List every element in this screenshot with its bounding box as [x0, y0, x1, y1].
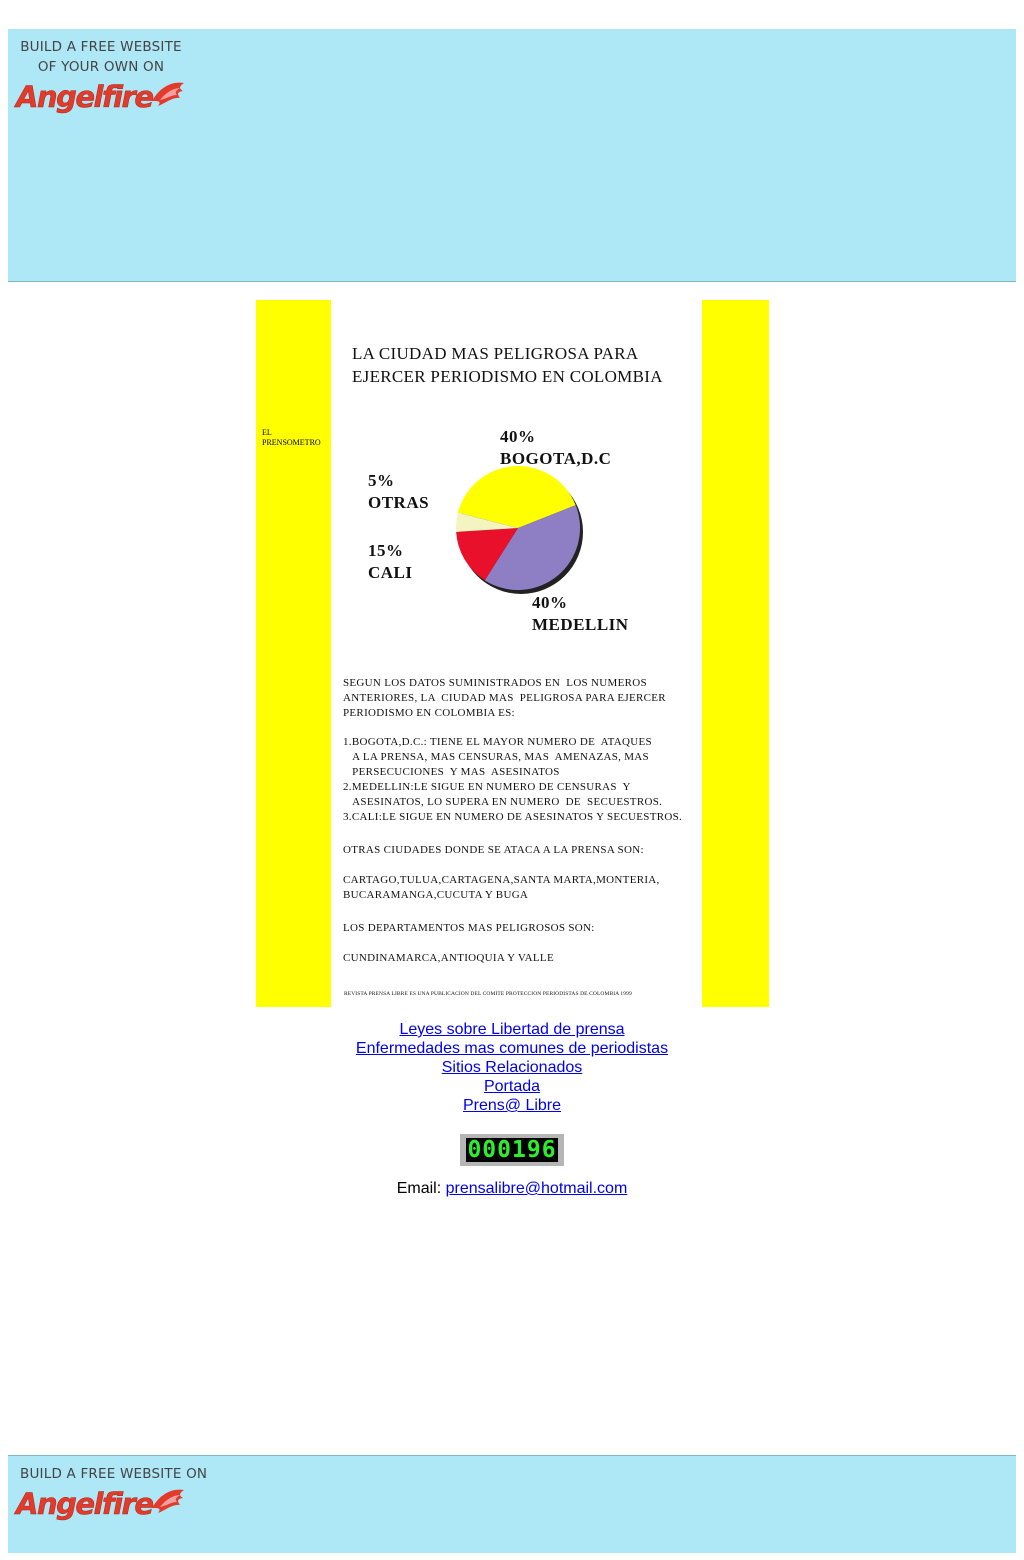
poster-other-cities-list: CARTAGO,TULUA,CARTAGENA,SANTA MARTA,MONTERIA, BUCARAMANGA,CUCUTA Y BUGA	[343, 874, 660, 901]
link-portada[interactable]: Portada	[483, 1078, 541, 1095]
pie-label-otras-name: OTRAS	[368, 493, 430, 512]
poster-title-line2: EJERCER PERIODISMO EN COLOMBIA	[352, 367, 663, 386]
poster-departments-list: CUNDINAMARCA,ANTIOQUIA Y VALLE	[343, 952, 554, 964]
link-sitios-relacionados[interactable]: Sitios Relacionados	[441, 1059, 583, 1076]
angelfire-ad-link[interactable]	[16, 37, 186, 114]
poster-other-cities-heading: OTRAS CIUDADES DONDE SE ATACA A LA PRENSA SON:	[343, 844, 644, 856]
poster-title	[352, 342, 752, 388]
pie-label-cali-name: CALI	[368, 563, 413, 582]
angelfire-wordmark-bottom: Angelfire	[16, 1486, 153, 1521]
angelfire-wordmark: Angelfire	[16, 79, 153, 114]
pie-label-bogota-name: BOGOTA,D.C	[500, 449, 612, 468]
top-ad-banner	[8, 29, 1016, 282]
poster-intro: SEGUN LOS DATOS SUMINISTRADOS EN LOS NUMEROS ANTERIORES, LA CIUDAD MAS PELIGROSA PARA EJERCER PERIODISMO EN COLOMBIA ES:	[343, 677, 666, 719]
pie-label-medellin	[532, 592, 629, 636]
nav-links	[0, 1020, 1024, 1115]
email-label: Email:	[396, 1180, 442, 1197]
flame-icon	[150, 79, 186, 114]
pie-label-otras	[368, 470, 429, 514]
poster-credit: REVISTA PRENSA LIBRE ES UNA PUBLICACION DEL COMITE PROTECCION PERIODISTAS DE COLOMBIA 1999	[344, 991, 632, 997]
email-link[interactable]: prensalibre@hotmail.com	[445, 1180, 628, 1197]
pie-label-otras-value: 5%	[368, 471, 395, 490]
pie-label-medellin-name: MEDELLIN	[532, 615, 629, 634]
pie-chart	[356, 420, 716, 640]
flame-icon	[150, 1486, 186, 1521]
prensometro-poster	[256, 300, 769, 1007]
hit-counter-digits: 000196	[467, 1137, 557, 1163]
poster-body-text	[343, 676, 763, 966]
poster-departments-heading: LOS DEPARTAMENTOS MAS PELIGROSOS SON:	[343, 922, 595, 934]
pie-label-bogota	[500, 426, 611, 470]
angelfire-ad-link-bottom[interactable]	[16, 1464, 207, 1521]
hit-counter	[460, 1134, 564, 1166]
link-prensa-libre[interactable]: Prens@ Libre	[462, 1097, 562, 1114]
poster-ranking-list: 1.BOGOTA,D.C.: TIENE EL MAYOR NUMERO DE ATAQUES A LA PRENSA, MAS CENSURAS, MAS AMENAZAS, MAS PERSECUCIONES Y MAS ASESINATOS 2.MEDELLIN:LE SIGUE EN NUMERO DE CENSURAS Y ASESINATOS, LO SUPERA EN NUMERO DE SECUESTROS. 3.CALI:LE SIGUE EN NUMERO DE ASESINATOS Y SECUESTROS.	[343, 736, 683, 823]
ad-line-bottom: BUILD A FREE WEBSITE ON	[20, 1466, 208, 1482]
angelfire-logo	[16, 79, 186, 114]
bottom-ad-banner	[8, 1455, 1016, 1553]
link-leyes[interactable]: Leyes sobre Libertad de prensa	[399, 1021, 625, 1038]
ad-line-1: BUILD A FREE WEBSITE	[20, 39, 182, 55]
poster-title-line1: LA CIUDAD MAS PELIGROSA PARA	[352, 344, 639, 363]
prensometro-label-line2: PRENSOMETRO	[262, 438, 321, 447]
link-enfermedades[interactable]: Enfermedades mas comunes de periodistas	[355, 1040, 669, 1057]
pie-label-cali	[368, 540, 413, 584]
prensometro-label-line1: EL	[262, 428, 272, 437]
angelfire-logo-bottom	[16, 1486, 207, 1521]
pie-label-medellin-value: 40%	[532, 593, 568, 612]
pie-label-cali-value: 15%	[368, 541, 404, 560]
email-line	[0, 1180, 1024, 1198]
ad-text	[16, 37, 186, 77]
ad-line-2: OF YOUR OWN ON	[37, 59, 165, 75]
prensometro-label	[262, 428, 321, 448]
pie-label-bogota-value: 40%	[500, 427, 536, 446]
